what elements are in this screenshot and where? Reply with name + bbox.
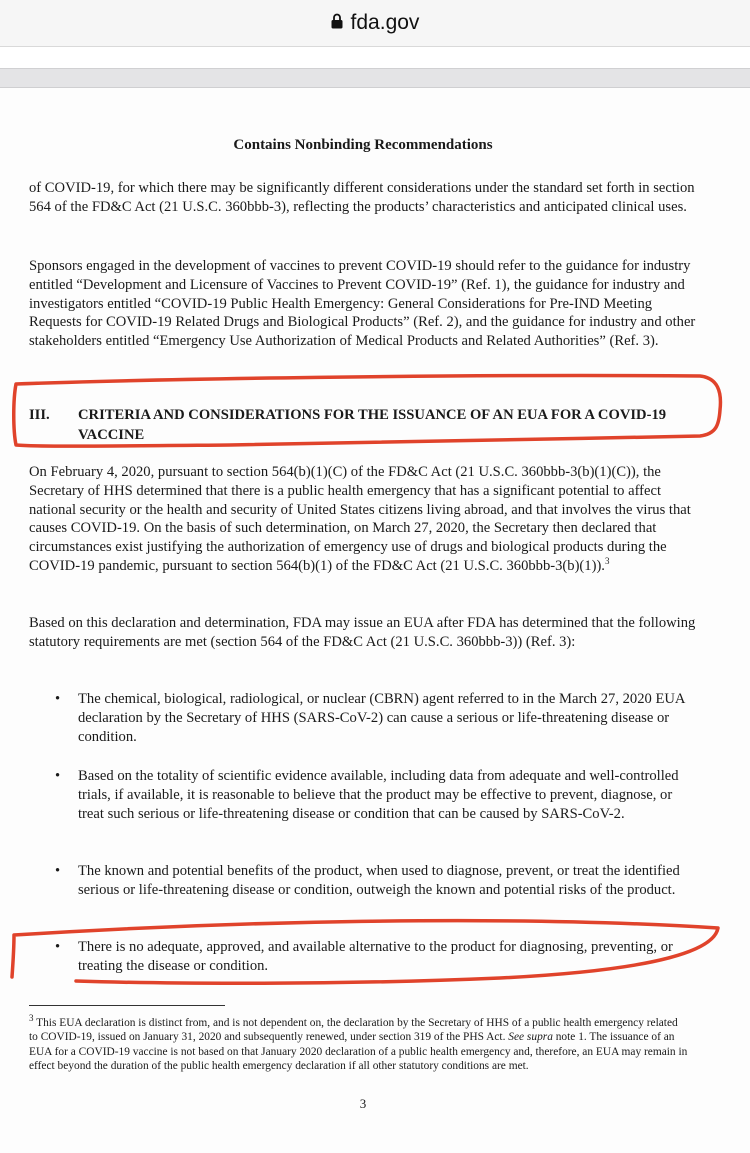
bullet-text: The known and potential benefits of the product, when used to diagnose, prevent, or treat the identified serious or life-threatening disease or condition, outweigh the known and potential risks of the product. (78, 863, 680, 898)
bullet-marker: • (55, 863, 61, 879)
bullet-marker: • (55, 691, 61, 707)
paragraph-1: of COVID-19, for which there may be significantly different considerations under the standard set forth in section 564 of the FD&C Act (21 U.S.C. 360bbb-3), reflecting the products’ characteristics and anticipated clinical uses. (29, 180, 695, 215)
footnote-divider (29, 1005, 225, 1006)
footnote-number: 3 (29, 1013, 34, 1024)
browser-domain: fda.gov (350, 11, 420, 34)
lock-icon (331, 11, 343, 35)
footnote-text-before: This EUA declaration is distinct from, and is not dependent on, the declaration by the Secretary of HHS of a public health emergency related to COVID-19, issued on January 31, 2020 and subsequently renewed, under section 319 of the PHS Act. (29, 1017, 678, 1044)
footnote-text-after: note 1. The issuance of an EUA for a COVID-19 vaccine is not based on that January 2020 declaration of a public health emergency and, therefore, an EUA may remain in effect beyond the duration of the public health emergency declaration if all other statutory conditions are met. (29, 1031, 688, 1073)
bullet-marker: • (55, 939, 61, 955)
footnote-ref[interactable]: 3 (604, 556, 610, 567)
browser-address-bar[interactable] (0, 0, 750, 47)
bullet-text: There is no adequate, approved, and available alternative to the product for diagnosing, preventing, or treating the disease or condition. (78, 939, 673, 974)
page-number: 3 (359, 1096, 367, 1111)
pdf-viewer-toolbar (0, 68, 750, 88)
footnote (29, 1013, 689, 1074)
paragraph-3-text: On February 4, 2020, pursuant to section 564(b)(1)(C) of the FD&C Act (21 U.S.C. 360bbb-3(b)(1)(C)), the Secretary of HHS determined that there is a public health emergency that has a significant potential to affect national security or the health and security of United States citizens living abroad, and that involves the virus that causes COVID-19. On the basis of such determination, on March 27, 2020, the Secretary then declared that circumstances exist justifying the authorization of emergency use of drugs and biological products during the COVID-19 pandemic, pursuant to section 564(b)(1) of the FD&C Act (21 U.S.C. 360bbb-3(b)(1)). (29, 464, 691, 574)
paragraph-4: Based on this declaration and determination, FDA may issue an EUA after FDA has determined that the following statutory requirements are met (section 564 of the FD&C Act (21 U.S.C. 360bbb-3)) (Ref. 3): (29, 615, 696, 650)
section-number: III. (29, 407, 50, 423)
document-header: Contains Nonbinding Recommendations (233, 137, 493, 153)
bullet-text: Based on the totality of scientific evidence available, including data from adequate and well-controlled trials, if available, it is reasonable to believe that the product may be effective to prevent, diagnose, or treat such serious or life-threatening disease or condition that can be caused by SARS-CoV-2. (78, 768, 679, 822)
section-title: CRITERIA AND CONSIDERATIONS FOR THE ISSUANCE OF AN EUA FOR A COVID-19 VACCINE (78, 407, 667, 443)
paragraph-3 (29, 463, 699, 576)
paragraph-2: Sponsors engaged in the development of vaccines to prevent COVID-19 should refer to the guidance for industry entitled “Development and Licensure of Vaccines to Prevent COVID-19” (Ref. 1), the guidance for industry and investigators entitled “COVID-19 Public Health Emergency: General Considerations for Pre-IND Meeting Requests for COVID-19 Related Drugs and Biological Products” (Ref. 2), and the guidance for industry and other stakeholders entitled “Emergency Use Authorization of Medical Products and Related Authorities” (Ref. 3). (29, 258, 696, 350)
bullet-marker: • (55, 768, 61, 784)
footnote-italic: See supra (508, 1031, 553, 1044)
bullet-text: The chemical, biological, radiological, or nuclear (CBRN) agent referred to in the March 27, 2020 EUA declaration by the Secretary of HHS (SARS-CoV-2) can cause a serious or life-threatening disease or condition. (78, 691, 685, 745)
